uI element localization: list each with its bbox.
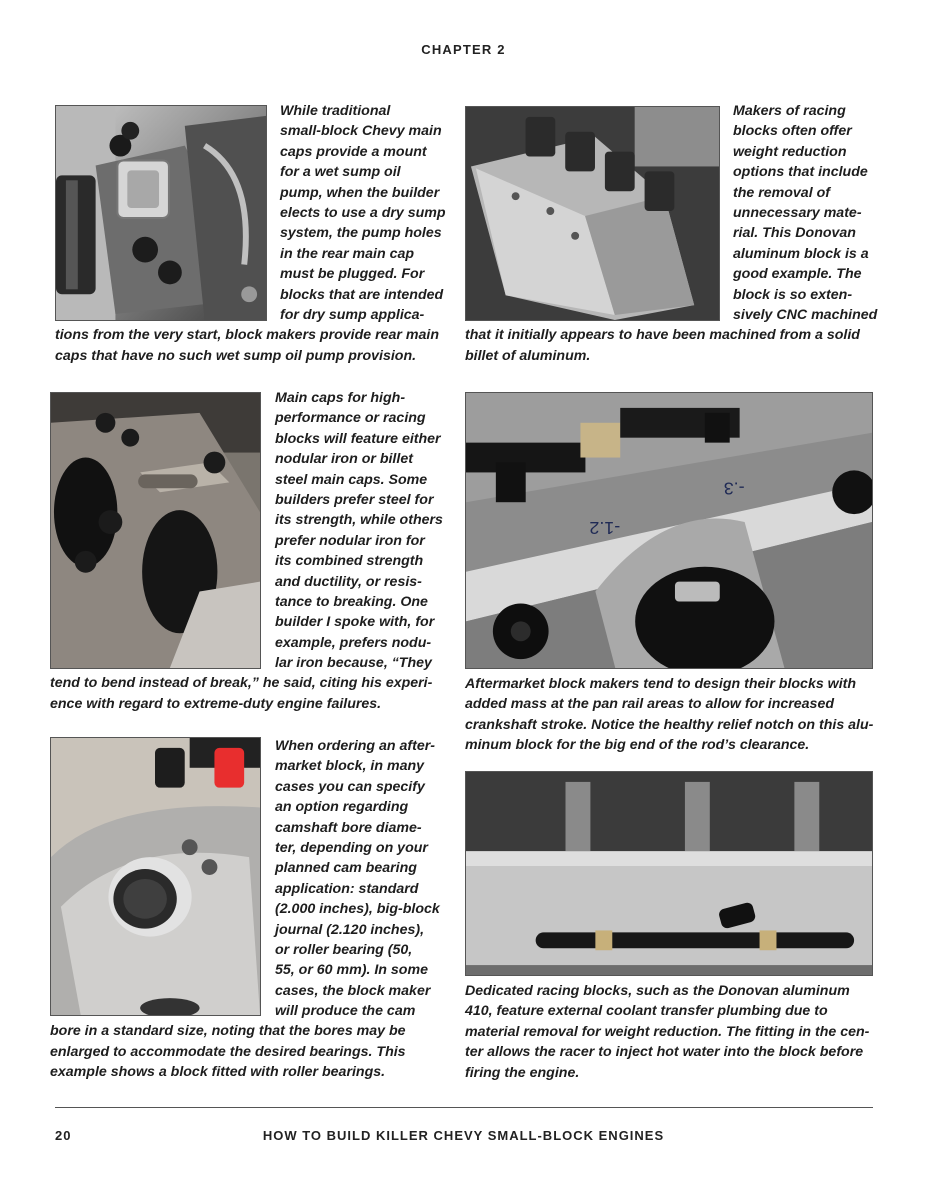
text-line: minum block for the big end of the rod’s clearance. <box>465 737 810 754</box>
text-line: system, the pump holes <box>280 225 442 242</box>
text-line: pump, when the builder <box>280 184 440 201</box>
text-line: block is so exten- <box>733 286 853 303</box>
text-line: must be plugged. For <box>280 266 425 283</box>
photo-coolant-plumbing <box>465 771 873 976</box>
text-line: cases you can specify <box>275 778 425 795</box>
text-line: camshaft bore diame- <box>275 819 422 836</box>
text-line: sively CNC machined <box>733 306 878 323</box>
text-line: its strength, while others <box>275 512 443 529</box>
text-line: and ductility, or resis- <box>275 573 422 590</box>
running-head: HOW TO BUILD KILLER CHEVY SMALL-BLOCK ENGINES <box>262 1128 665 1143</box>
text-line: 410, feature external coolant transfer plumbing due to <box>465 1003 828 1020</box>
body-text-main-caps-wet-sump <box>55 101 446 366</box>
text-line: Makers of racing <box>733 103 846 119</box>
text-line: ence with regard to extreme-duty engine failures. <box>50 695 382 712</box>
caption-coolant-plumbing <box>465 981 869 1083</box>
text-line: an option regarding <box>275 799 409 816</box>
text-line: weight reduction <box>733 143 847 160</box>
text-line: journal (2.120 inches), <box>275 921 425 938</box>
footer-divider <box>55 1107 873 1108</box>
body-text-cam-bore <box>50 736 440 1083</box>
text-line: prefer nodular iron for <box>275 532 425 549</box>
text-line: Main caps for high- <box>275 390 406 406</box>
text-line: unnecessary mate- <box>733 204 862 221</box>
text-line: While traditional <box>280 103 391 119</box>
text-line: in the rear main cap <box>280 245 415 262</box>
text-line: ter allows the racer to inject hot water into the block before <box>465 1044 864 1061</box>
text-line: blocks that are intended <box>280 286 444 303</box>
text-line: example, prefers nodu- <box>275 634 432 651</box>
text-line: caps that have no such wet sump oil pump provision. <box>55 347 417 364</box>
text-line: builder I spoke with, for <box>275 614 435 631</box>
text-line: added mass at the pan rail areas to allow for increased <box>465 696 835 713</box>
text-line: When ordering an after- <box>275 738 436 754</box>
text-line: or roller bearing (50, <box>275 941 413 958</box>
text-line: builders prefer steel for <box>275 491 434 508</box>
text-line: lar iron because, “They <box>275 655 432 672</box>
text-line: ter, depending on your <box>275 839 428 856</box>
text-line: application: standard <box>275 880 419 897</box>
text-line: bore in a standard size, noting that the bores may be <box>50 1023 406 1040</box>
caption-pan-rail-relief <box>465 674 873 756</box>
text-line: firing the engine. <box>465 1064 580 1081</box>
photo-pan-rail <box>465 392 873 669</box>
text-line: for dry sump applica- <box>280 306 425 323</box>
text-line: example shows a block fitted with roller bearings. <box>50 1064 386 1081</box>
text-line: market block, in many <box>275 758 425 775</box>
text-line: cases, the block maker <box>275 982 431 999</box>
text-line: tend to bend instead of break,” he said, citing his experi- <box>50 675 433 692</box>
text-line: Aftermarket block makers tend to design their blocks with <box>465 676 857 692</box>
text-line: planned cam bearing <box>275 860 417 877</box>
text-line: good example. The <box>733 266 862 283</box>
text-line: crankshaft stroke. Notice the healthy relief notch on this alu- <box>465 716 874 733</box>
text-line: for a wet sump oil <box>280 164 401 181</box>
text-line: the removal of <box>733 184 830 201</box>
text-line: blocks will feature either <box>275 430 441 447</box>
svg-text:-.3: -.3 <box>723 478 745 499</box>
page-number: 20 <box>55 1128 72 1143</box>
text-line: that it initially appears to have been machined from a solid <box>465 327 860 344</box>
svg-text:-1.2: -1.2 <box>589 518 621 539</box>
text-line: options that include <box>733 164 868 181</box>
text-line: material removal for weight reduction. The fitting in the cen- <box>465 1023 870 1040</box>
text-line: nodular iron or billet <box>275 451 413 468</box>
body-text-nodular-iron-caps <box>50 388 443 714</box>
text-line: will produce the cam <box>275 1003 416 1020</box>
text-line: elects to use a dry sump <box>280 204 446 221</box>
text-line: its combined strength <box>275 553 424 570</box>
text-line: tions from the very start, block makers provide rear main <box>55 327 439 344</box>
text-line: performance or racing <box>275 410 426 427</box>
text-line: Dedicated racing blocks, such as the Donovan aluminum <box>465 983 850 999</box>
text-line: steel main caps. Some <box>275 471 428 488</box>
text-line: enlarged to accommodate the desired bearings. This <box>50 1043 406 1060</box>
text-line: rial. This Donovan <box>733 225 856 242</box>
text-line: small-block Chevy main <box>280 123 442 140</box>
text-line: blocks often offer <box>733 123 852 140</box>
text-line: (2.000 inches), big-block <box>275 901 440 918</box>
chapter-heading: CHAPTER 2 <box>421 42 506 57</box>
text-line: tance to breaking. One <box>275 593 428 610</box>
text-line: 55, or 60 mm). In some <box>275 962 428 979</box>
text-line: billet of aluminum. <box>465 347 591 364</box>
body-text-weight-reduction <box>465 101 877 366</box>
text-line: caps provide a mount <box>280 143 427 160</box>
text-line: aluminum block is a <box>733 245 869 262</box>
